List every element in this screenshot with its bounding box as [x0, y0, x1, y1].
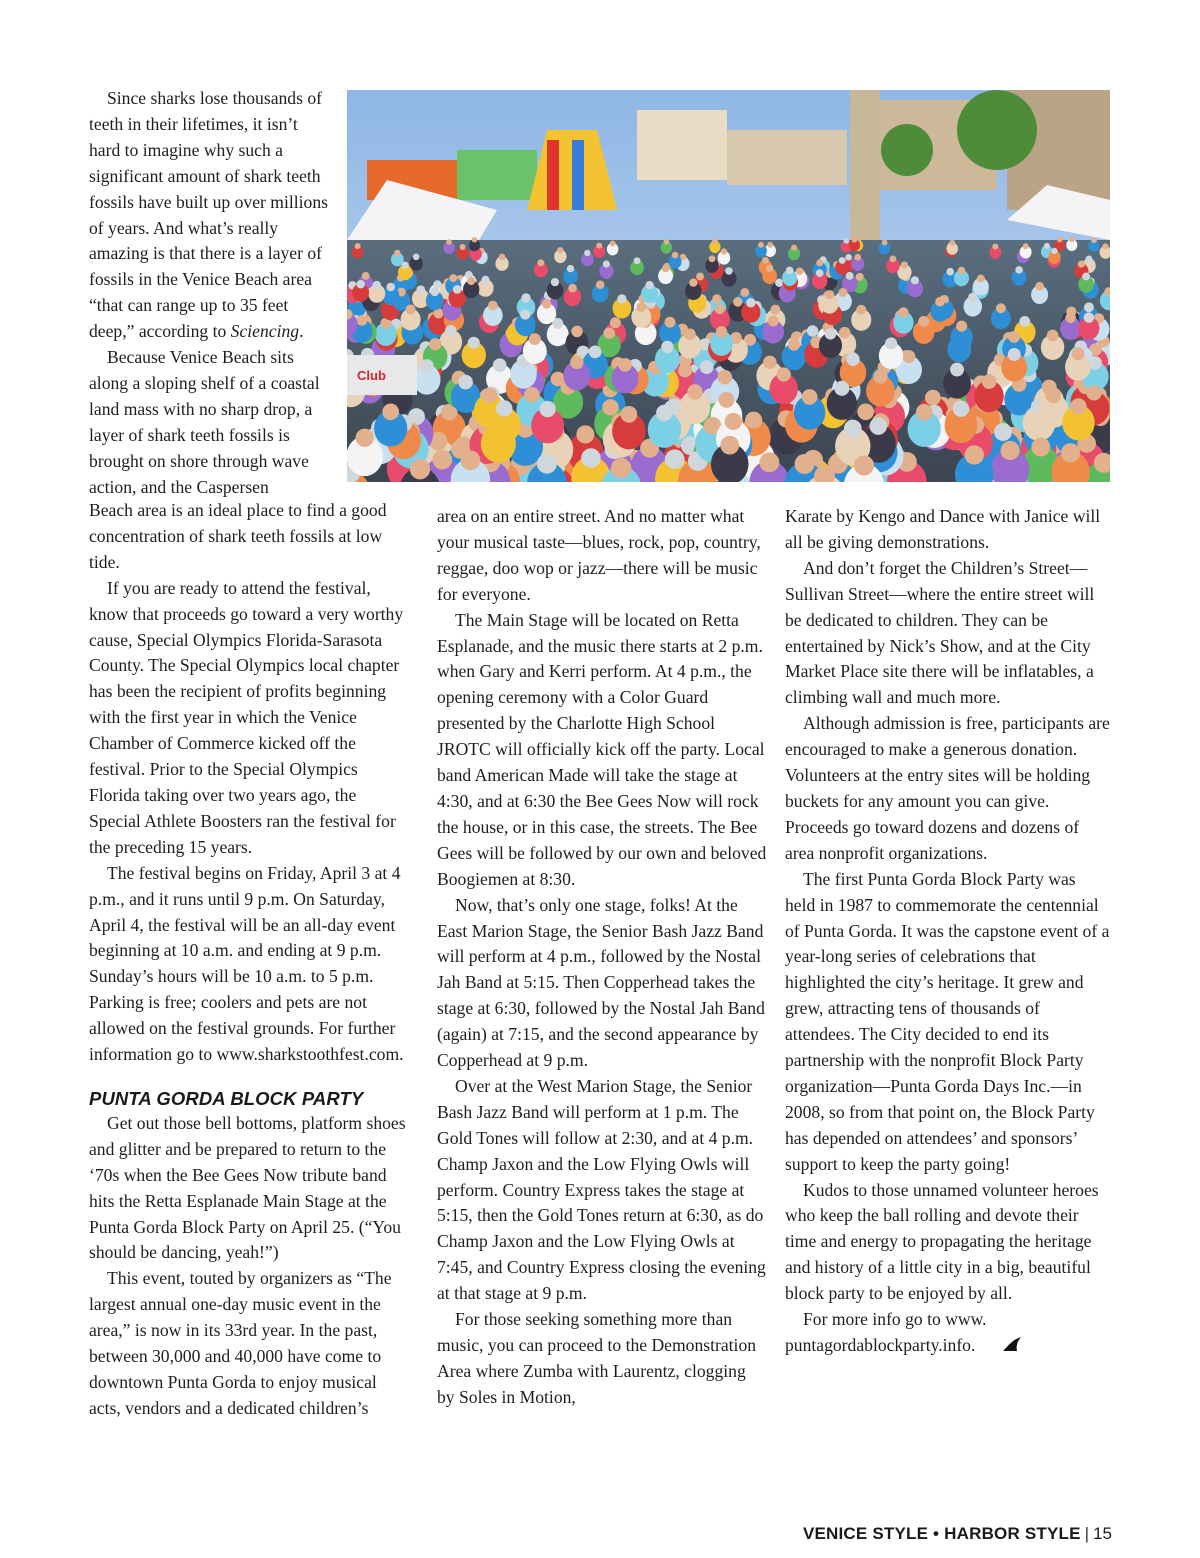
paragraph: Now, that’s only one stage, folks! At the East Marion Stage, the Senior Bash Jazz Band will perform at 4 p.m., followed by the Nostal Jah Band at 5:15. Then Copperhead takes the stage at 6:30, followed by the Nostal Jah Band (again) at 7:15, and the second appearance by Copperhead at 9 p.m. [437, 894, 765, 1071]
paragraph: Beach area is an ideal place to find a good concentration of shark teeth fossils at low tide. [89, 500, 387, 572]
paragraph-final: For more info go to www. puntagordablockparty.info. [785, 1307, 1110, 1360]
page-footer [803, 1524, 1112, 1544]
article-column-1-top [89, 86, 329, 501]
magazine-brand: VENICE STYLE • HARBOR STYLE [802, 1524, 1081, 1543]
festival-crowd-photo [347, 90, 1110, 482]
paragraph: Since sharks lose thousands of teeth in their lifetimes, it isn’t hard to imagine why such a significant amount of shark teeth fossils have built up over millions of years. And what’s really amazing is that there is a layer of fossils in the Venice Beach area “that can range up to 35 feet deep,” according to Sciencing. [89, 88, 328, 342]
page-number: 15 [1093, 1524, 1112, 1543]
paragraph: area on an entire street. And no matter what your musical taste—blues, rock, pop, country, reggae, doo wop or jazz—there will be music for everyone. [437, 506, 761, 604]
paragraph: If you are ready to attend the festival, know that proceeds go toward a very worthy cause, Special Olympics Florida-Sarasota County. The Special Olympics local chapter has been the recipient of profits beginning with the first year in which the Venice Chamber of Commerce kicked off the festival. Prior to the Special Olympics Florida taking over two years ago, the Special Athlete Boosters ran the festival for the preceding 15 years. [89, 577, 404, 857]
paragraph: The Main Stage will be located on Retta Esplanade, and the music there starts at 2 p.m. when Gary and Kerri perform. At 4 p.m., the opening ceremony with a Color Guard presented by the Charlotte High School JROTC will officially kick off the party. Local band American Made will take the stage at 4:30, and at 6:30 the Bee Gees Now will rock the house, or in this case, the streets. The Bee Gees will be followed by our own and beloved Boogiemen at 8:30. [437, 609, 767, 889]
article-column-2 [437, 504, 767, 1411]
paragraph: For those seeking something more than music, you can proceed to the Demonstration Area where Zumba with Laurentz, clogging by Soles in Motion, [437, 1309, 757, 1407]
paragraph: Kudos to those unnamed volunteer heroes who keep the ball rolling and devote their time and energy to propagating the heritage and history of a little city in a big, beautiful block party to be enjoyed by all. [785, 1179, 1099, 1304]
article-column-1-bottom [89, 498, 409, 1422]
footer-separator: | [1084, 1524, 1090, 1543]
shark-fin-icon [984, 1334, 1022, 1360]
paragraph: The first Punta Gorda Block Party was held in 1987 to commemorate the centennial of Punta Gorda. It was the capstone event of a year-long series of celebrations that highlighted the city’s heritage. It grew and grew, attracting tens of thousands of attendees. The City decided to end its partnership with the nonprofit Block Party organization—Punta Gorda Days Inc.—in 2008, so from that point on, the Block Party has depended on attendees’ and sponsors’ support to keep the party going! [785, 868, 1110, 1174]
paragraph: Over at the West Marion Stage, the Senior Bash Jazz Band will perform at 1 p.m. The Gold Tones will follow at 2:30, and at 4 p.m. Champ Jaxon and the Low Flying Owls will perform. Country Express takes the stage at 5:15, then the Gold Tones return at 6:30, as do Champ Jaxon and the Low Flying Owls at 7:45, and Country Express closing the evening at that stage at 9 p.m. [437, 1075, 766, 1304]
article-column-3 [785, 504, 1110, 1360]
paragraph: This event, touted by organizers as “The largest annual one-day music event in the area,” is now in its 33rd year. In the past, between 30,000 and 40,000 have come to downtown Punta Gorda to enjoy musical acts, vendors and a dedicated children’s [89, 1268, 392, 1418]
section-heading: PUNTA GORDA BLOCK PARTY [89, 1087, 364, 1109]
paragraph: Get out those bell bottoms, platform shoes and glitter and be prepared to return to the ‘70s when the Bee Gees Now tribute band hits the Retta Esplanade Main Stage at the Punta Gorda Block Party on April 25. (“You should be dancing, yeah!”) [89, 1112, 406, 1263]
paragraph: Although admission is free, participants are encouraged to make a generous donation. Volunteers at the entry sites will be holding buckets for any amount you can give. Proceeds go toward dozens and dozens of area nonprofit organizations. [785, 713, 1110, 863]
paragraph: Karate by Kengo and Dance with Janice will all be giving demonstrations. [785, 506, 1101, 552]
paragraph: The festival begins on Friday, April 3 at 4 p.m., and it runs until 9 p.m. On Saturday, April 4, the festival will be an all-day event beginning at 10 a.m. and ending at 9 p.m. Sunday’s hours will be 10 a.m. to 5 p.m. Parking is free; coolers and pets are not allowed on the festival grounds. For further information go to www.sharkstoothfest.com. [89, 862, 404, 1065]
paragraph: Because Venice Beach sits along a sloping shelf of a coastal land mass with no sharp drop, a layer of shark teeth fossils is brought on shore through wave action, and the Caspersen [89, 347, 320, 497]
club-sign-text: Club [357, 368, 386, 383]
paragraph: And don’t forget the Children’s Street—Sullivan Street—where the entire street will be dedicated to children. They can be entertained by Nick’s Show, and at the City Market Place site there will be inflatables, a climbing wall and much more. [785, 557, 1095, 708]
